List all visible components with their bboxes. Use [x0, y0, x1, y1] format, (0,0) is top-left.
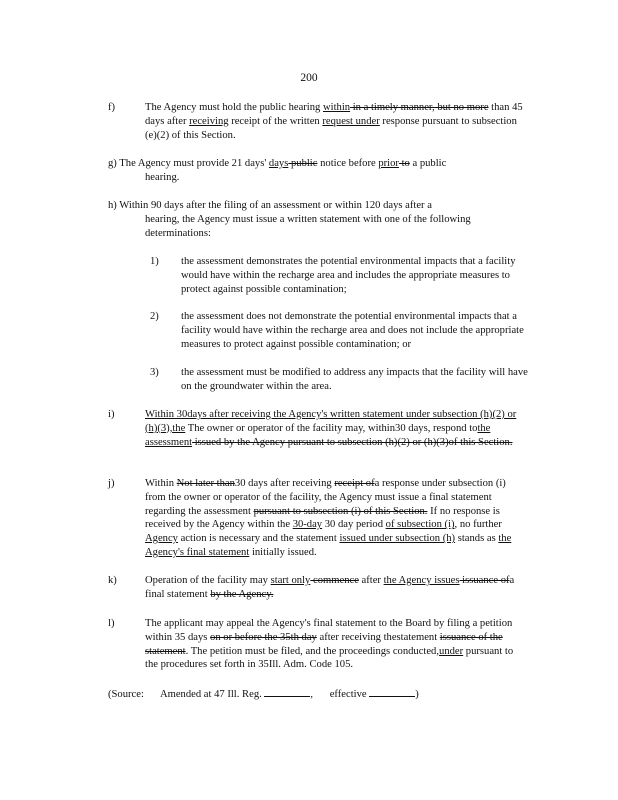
subitem-marker: 3)	[150, 367, 159, 378]
source-open: (Source:	[108, 689, 144, 700]
paragraph-text-continued: hearing.	[145, 171, 180, 183]
paragraph-i	[108, 408, 528, 449]
subitem-2	[150, 310, 528, 351]
paragraph-h	[108, 199, 528, 240]
paragraph-marker: k)	[108, 575, 117, 586]
source-amended: Amended at 47 Ill. Reg.	[159, 689, 262, 700]
paragraph-marker: i)	[108, 409, 115, 420]
paragraph-text: The Agency must hold the public hearing within in a timely manner, but no more than 45 days after receiving receipt of the written request under response pursuant to subsection (e)(2) of this Section.	[145, 102, 523, 141]
source-effective: effective	[329, 689, 367, 700]
subitem-text: the assessment must be modified to address any impacts that the facility will have on the groundwater within the area.	[181, 367, 528, 392]
paragraph-text: Within Not later than30 days after receiving receipt ofa response under subsection (i) from the owner or operator of the facility, the Agency must issue a final statement regarding the assessment pursuant to subsection (i) of this Section. If no response is received by the Agency within the 30-day 30 day period of subsection (i), no further Agency action is necessary and the statement issued under subsection (h) stands as the Agency's final statement initially issued.	[145, 478, 512, 558]
paragraph-text: g) The Agency must provide 21 days' days public notice before prior to a public	[108, 158, 447, 169]
subitem-3	[150, 366, 528, 394]
source-close: )	[415, 689, 419, 700]
paragraph-text-continued: hearing, the Agency must issue a written statement with one of the following determinations:	[145, 213, 471, 239]
paragraph-marker: f)	[108, 102, 116, 113]
paragraph-l	[108, 617, 528, 672]
paragraph-g	[108, 157, 528, 185]
paragraph-f	[108, 101, 528, 142]
source-note	[108, 686, 528, 700]
page-number: 200	[300, 72, 318, 84]
subitem-1	[150, 255, 528, 296]
source-comma: ,	[310, 689, 314, 700]
paragraph-text: Within 30days after receiving the Agency's written statement under subsection (h)(2) or (h)(3),the The owner or operator of the facility may, within30 days, respond tothe assessment issued by the Agency pursuant to subsection (h)(2) or (h)(3)of this Section.	[145, 409, 517, 448]
paragraph-text: Operation of the facility may start only commence after the Agency issues issuance ofa final statement by the Agency.	[145, 575, 515, 600]
effective-blank	[369, 686, 415, 697]
subitem-marker: 1)	[150, 256, 159, 267]
paragraph-k	[108, 574, 528, 602]
subitem-text: the assessment does not demonstrate the potential environmental impacts that a facility would have within the recharge area and does not include the appropriate measures to protect against possible contamination; or	[181, 311, 524, 350]
register-blank	[264, 686, 310, 697]
subitem-text: the assessment demonstrates the potential environmental impacts that a facility would have within the recharge area and includes the appropriate measures to protect against possible contamination;	[181, 256, 516, 295]
paragraph-text: h) Within 90 days after the filing of an assessment or within 120 days after a	[108, 200, 432, 211]
paragraph-marker: j)	[108, 478, 115, 489]
paragraph-marker: l)	[108, 618, 115, 629]
paragraph-j	[108, 477, 528, 560]
paragraph-text: The applicant may appeal the Agency's final statement to the Board by filing a petition within 35 days on or before the 35th day after receiving thestatement issuance of the statement. The petition must be filed, and the proceedings conducted,under pursuant to the procedures set forth in 35Ill. Adm. Code 105.	[145, 618, 514, 671]
subitem-marker: 2)	[150, 311, 159, 322]
